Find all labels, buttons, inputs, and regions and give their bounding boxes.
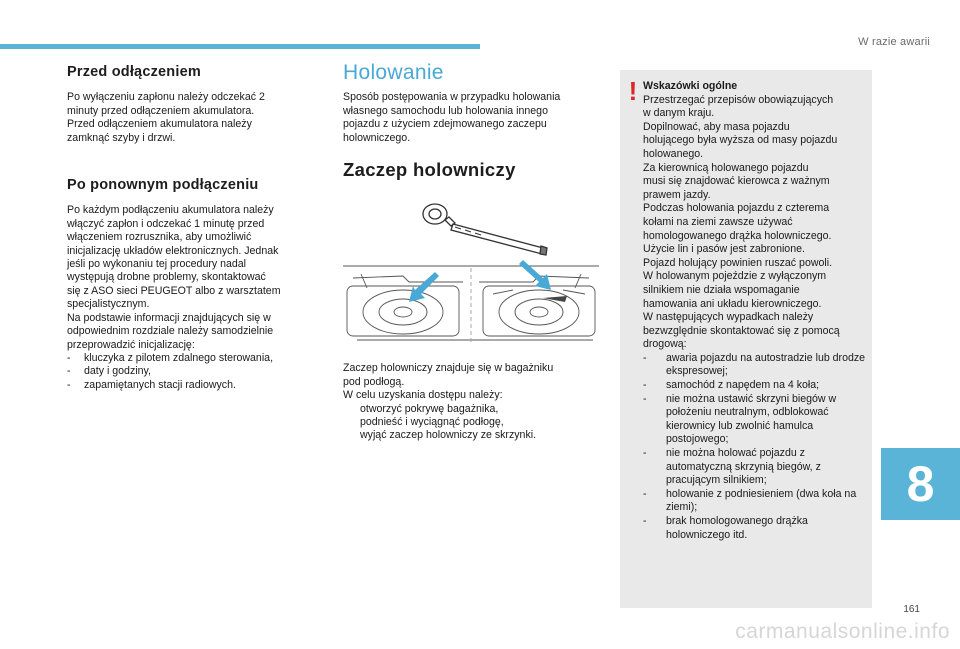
text-line: Po każdym podłączeniu akumulatora należy [67, 204, 274, 217]
left-column [67, 66, 317, 392]
towing-eye-illustration [343, 190, 599, 350]
bullet: - [67, 378, 71, 391]
list-item: - daty i godziny, [67, 365, 151, 378]
heading-towing: Holowanie [343, 61, 444, 84]
list-item: - samochód z napędem na 4 koła; [643, 379, 820, 392]
text-line: holowanego. [643, 147, 704, 160]
heading-after-reconnect: Po ponownym podłączeniu [67, 177, 259, 194]
text-line: drogową: [643, 338, 687, 351]
text-line: Za kierownicą holowanego pojazdu [643, 161, 809, 174]
assistance-cases-list [643, 352, 868, 542]
text-line: odpowiednim rozdziale należy samodzielnie [67, 325, 274, 338]
list-item: wyjąć zaczep holowniczy ze skrzynki. [360, 429, 537, 442]
bullet: - [643, 379, 647, 392]
text-line: włączeniem rozrusznika, aby umożliwić [67, 231, 252, 244]
bullet: - [67, 351, 71, 364]
warning-text [643, 80, 868, 542]
towing-intro [343, 91, 598, 145]
text-line: specjalistycznym. [67, 298, 150, 311]
tool-icon [543, 296, 567, 302]
list-item: podnieść i wyciągnąć podłogę, [360, 416, 504, 429]
paragraph-before-disconnect [67, 91, 317, 145]
text-line: Podczas holowania pojazdu z czterema [643, 202, 830, 215]
text-line: się z ASO sieci PEUGEOT albo z warsztatem [67, 284, 281, 297]
page-number: 161 [903, 604, 920, 615]
text-line: własnego samochodu lub holowania innego [343, 104, 548, 117]
text-line: musi się znajdować kierowca z ważnym [643, 175, 830, 188]
text-line: pojazdu z użyciem zdejmowanego zaczepu [343, 118, 547, 131]
text-line: W holowanym pojeździe z wyłączonym [643, 270, 827, 283]
text-line: występują drobne problemy, skontaktować [67, 271, 266, 284]
text-line: jeśli po wykonaniu tej procedury nadal [67, 258, 247, 271]
text-line: Użycie lin i pasów jest zabronione. [643, 243, 805, 256]
text-line: Sposób postępowania w przypadku holowania [343, 91, 561, 104]
text-line: W następujących wypadkach należy [643, 311, 814, 324]
towing-eye-drawing [343, 190, 599, 350]
access-steps-list [343, 403, 598, 443]
text-line: holowniczego. [343, 131, 411, 144]
text-line: w danym kraju. [643, 107, 715, 120]
list-item: - awaria pojazdu na autostradzie lub drodze ekspresowej; [643, 351, 866, 378]
list-item: - brak homologowanego drążka holowniczego itd. [643, 515, 808, 541]
text-line: minuty przed odłączeniem akumulatora. [67, 104, 255, 117]
text-line: Na podstawie informacji znajdujących się w [67, 311, 271, 324]
text-line: kołami na ziemi zawsze używać [643, 215, 793, 228]
list-item: otworzyć pokrywę bagażnika, [360, 402, 499, 415]
text-line: zamknąć szyby i drzwi. [67, 131, 176, 144]
watermark: carmanualsonline.info [735, 620, 950, 643]
chapter-tab: 8 [881, 448, 960, 520]
list-item: - zapamiętanych stacji radiowych. [67, 378, 236, 391]
text-line: bezwzględnie skontaktować się z pomocą [643, 324, 840, 337]
bullet: - [643, 515, 647, 527]
text-line: silnikiem nie działa wspomaganie [643, 283, 800, 296]
text-line: hamowania ani układu kierowniczego. [643, 297, 822, 310]
text-line: przeprowadzić inicjalizację: [67, 338, 195, 351]
text-line: Po wyłączeniu zapłonu należy odczekać 2 [67, 91, 265, 104]
text-line: Przed odłączeniem akumulatora należy [67, 118, 252, 131]
bullet: - [643, 351, 647, 364]
text-line: Przestrzegać przepisów obowiązujących [643, 93, 834, 106]
text-line: Zaczep holowniczy znajduje się w bagażniku [343, 362, 554, 375]
heading-before-disconnect: Przed odłączeniem [67, 64, 201, 80]
list-item: - kluczyka z pilotem zdalnego sterowania, [67, 351, 274, 364]
warning-icon: ! [628, 76, 638, 106]
text-line: W celu uzyskania dostępu należy: [343, 389, 503, 402]
heading-towing-eye: Zaczep holowniczy [343, 159, 516, 181]
text-line: prawem jazdy. [643, 188, 711, 201]
towing-eye-icon [423, 204, 547, 255]
bullet: - [67, 365, 71, 378]
initialization-list [67, 352, 317, 392]
bullet: - [643, 392, 647, 405]
bullet: - [643, 447, 647, 460]
warning-title: Wskazówki ogólne [643, 80, 738, 92]
text-line: holującego była wyższa od masy pojazdu [643, 134, 838, 147]
towing-eye-caption [343, 362, 598, 402]
text-line: pod podłogą. [343, 375, 405, 388]
text-line: Pojazd holujący powinien ruszać powoli. [643, 256, 833, 269]
section-title: W razie awarii [858, 36, 930, 48]
header-accent-bar [0, 44, 480, 49]
list-item: - nie można ustawić skrzyni biegów w położeniu neutralnym, odblokować kierownicy lub zwolnić hamulca postojowego; [643, 392, 837, 446]
text-line: Dopilnować, aby masa pojazdu [643, 120, 790, 133]
list-item: - nie można holować pojazdu z automatyczną skrzynią biegów, z pracującym silnikiem; [643, 447, 821, 487]
text-line: inicjalizację układów elektronicznych. Jednak [67, 244, 279, 257]
bullet: - [643, 487, 647, 500]
text-line: homologowanego drążka holowniczego. [643, 229, 832, 242]
middle-column [343, 61, 598, 443]
list-item: - holowanie z podniesieniem (dwa koła na ziemi); [643, 487, 857, 514]
text-line: włączyć zapłon i odczekać 1 minutę przed [67, 217, 265, 230]
paragraph-after-reconnect [67, 204, 317, 351]
